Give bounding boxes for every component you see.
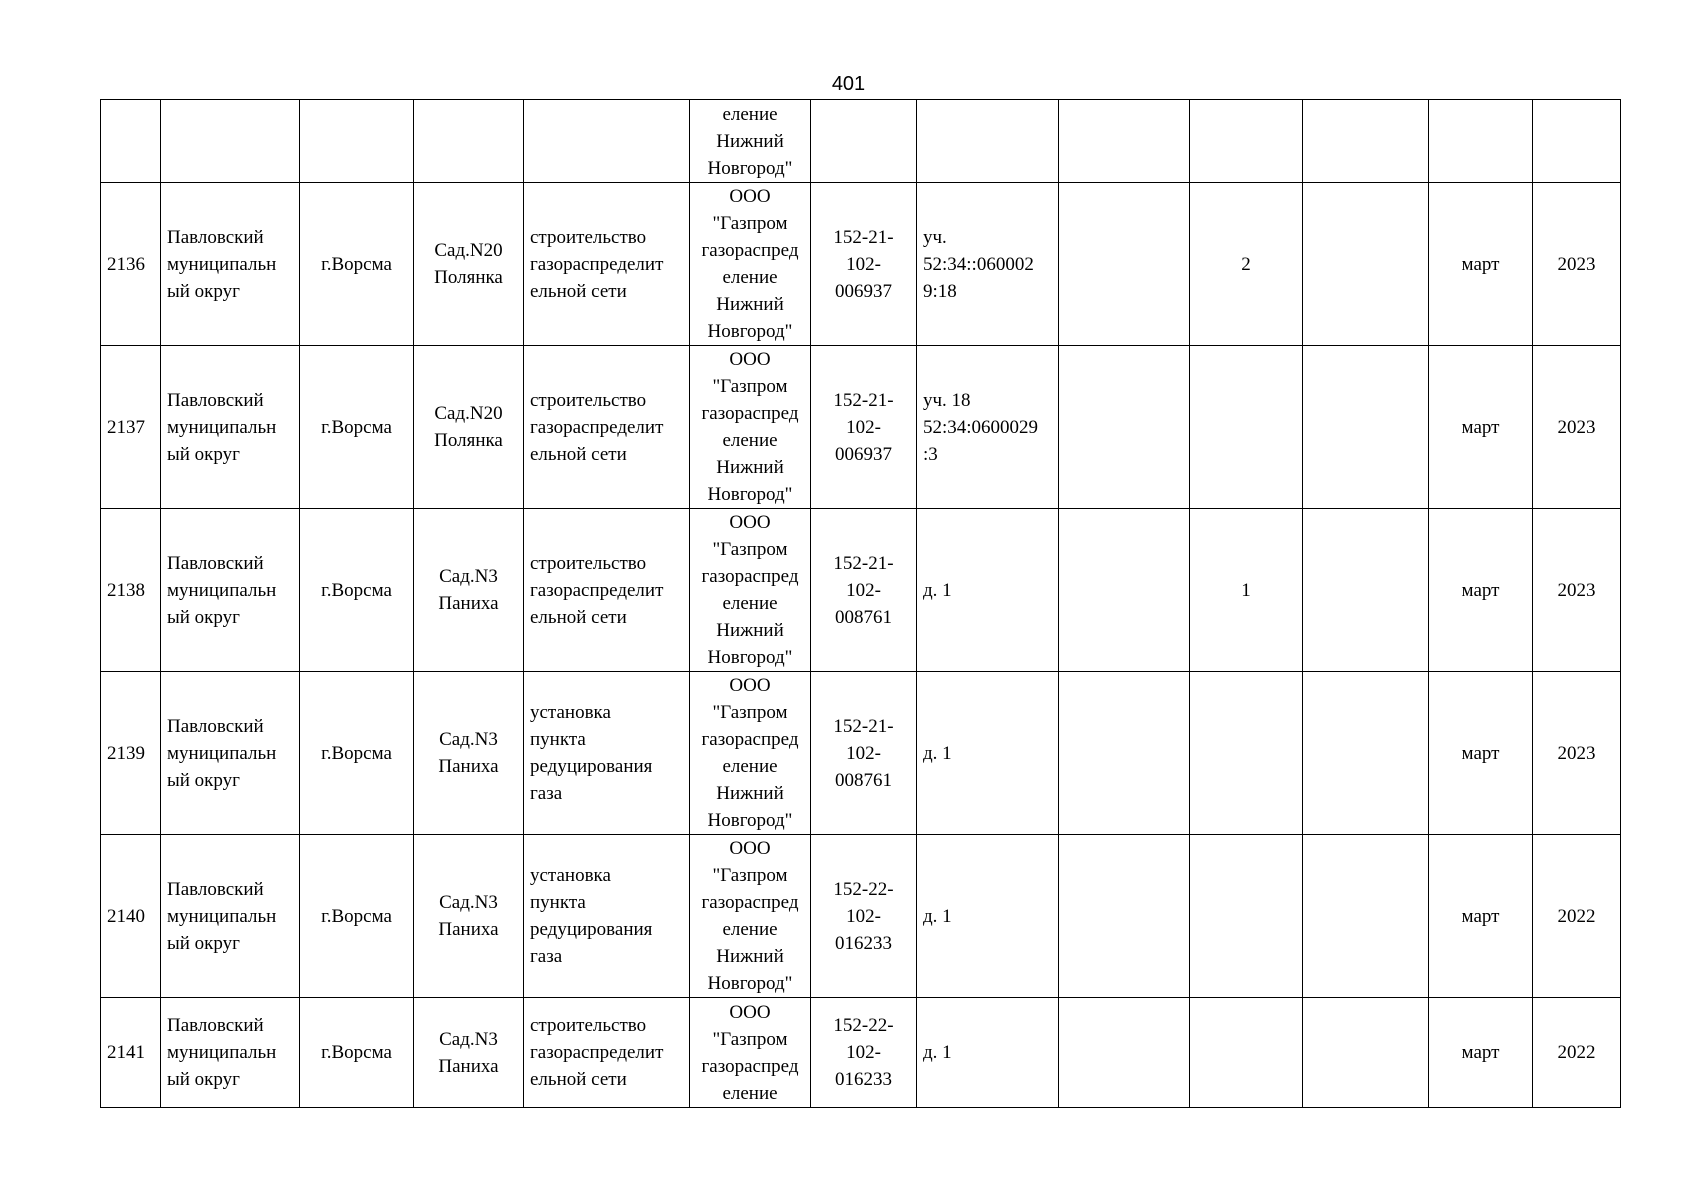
cell-district-line: муниципальн — [167, 1042, 277, 1063]
cell-object-line: Сад.N20 — [434, 240, 503, 261]
cell-work-line: ельной сети — [530, 1069, 627, 1090]
cell-address — [917, 183, 1059, 346]
cell-address — [917, 346, 1059, 509]
org-line: Новгород" — [707, 157, 793, 179]
cell-address — [917, 672, 1059, 835]
cell-code-line: 102- — [846, 416, 881, 438]
cell-work-line: строительство — [530, 552, 647, 574]
cell-district-line: Павловский — [167, 878, 264, 900]
cell-object-line: Сад.N3 — [439, 892, 498, 913]
cell-col10 — [1190, 998, 1303, 1108]
cell-object-line: Паниха — [438, 593, 499, 614]
cell-object-line: Сад.N20 — [434, 403, 503, 424]
cell-code — [811, 672, 917, 835]
cell-col10 — [1190, 835, 1303, 998]
cell-month: март — [1429, 672, 1533, 835]
table-body — [101, 100, 1621, 1108]
cell-code-line: 152-21- — [833, 715, 894, 737]
cell-num: 2139 — [101, 672, 161, 835]
cell-district-line: Павловский — [167, 389, 264, 411]
cell-code — [811, 998, 917, 1108]
cell-organization-line: еление — [722, 593, 778, 614]
cell-organization-line: газораспред — [701, 729, 799, 750]
cell-col11 — [1303, 183, 1429, 346]
cell-organization-line: "Газпром — [712, 376, 788, 397]
cell-month — [1429, 100, 1533, 183]
cell-district-line: Павловский — [167, 552, 264, 574]
cell-district-line: муниципальн — [167, 579, 277, 601]
cell-num: 2138 — [101, 509, 161, 672]
cell-object-line: Сад.N3 — [439, 729, 498, 750]
cell-address — [917, 835, 1059, 998]
cell-district-line: ый округ — [167, 932, 240, 954]
cell-work — [524, 998, 690, 1108]
cell-object — [414, 183, 524, 346]
cell-work-line: ельной сети — [530, 280, 627, 302]
cell-district-line: Павловский — [167, 715, 264, 737]
cell-code — [811, 346, 917, 509]
cell-code-line: 152-22- — [833, 1015, 894, 1036]
cell-year: 2022 — [1533, 998, 1621, 1108]
cell-col10: 2 — [1190, 183, 1303, 346]
cell-col11 — [1303, 835, 1429, 998]
cell-code-line: 006937 — [835, 443, 892, 465]
cell-col11 — [1303, 100, 1429, 183]
cell-object-line: Полянка — [434, 267, 503, 288]
cell-address-line: д. 1 — [923, 1042, 952, 1063]
cell-num: 2136 — [101, 183, 161, 346]
cell-object — [414, 998, 524, 1108]
cell-object — [414, 100, 524, 183]
cell-code-line: 152-21- — [833, 389, 894, 411]
cell-col10: 1 — [1190, 509, 1303, 672]
cell-organization-line: Нижний — [716, 294, 784, 315]
cell-col9 — [1059, 509, 1190, 672]
cell-work-line: пункта — [530, 892, 586, 913]
page-number: 401 — [831, 73, 866, 95]
cell-code — [811, 183, 917, 346]
table-row — [101, 183, 1621, 346]
cell-settlement — [300, 100, 414, 183]
cell-organization-line: Новгород" — [707, 321, 793, 342]
cell-organization-line: "Газпром — [712, 213, 788, 234]
cell-organization-line: ООО — [729, 1001, 771, 1023]
cell-object — [414, 509, 524, 672]
cell-organization-line: ООО — [729, 675, 771, 696]
cell-code-line: 016233 — [835, 1069, 892, 1090]
cell-address-line: уч. — [923, 226, 947, 248]
table-row — [101, 346, 1621, 509]
cell-organization-line: еление — [722, 267, 778, 288]
cell-address-line: 52:34::060002 — [923, 253, 1034, 275]
cell-code-line: 016233 — [835, 932, 892, 954]
cell-work-line: строительство — [530, 389, 647, 411]
cell-organization-line: ООО — [729, 349, 771, 370]
cell-district-line: муниципальн — [167, 416, 277, 438]
cell-organization-line: Новгород" — [707, 647, 793, 668]
cell-work-line: газораспределит — [530, 579, 664, 601]
cell-work-line: газораспределит — [530, 416, 664, 438]
cell-district-line: Павловский — [167, 226, 264, 248]
cell-settlement: г.Ворсма — [300, 346, 414, 509]
cell-district-line: муниципальн — [167, 742, 277, 764]
cell-organization — [690, 100, 811, 183]
cell-month: март — [1429, 509, 1533, 672]
cell-num: 2137 — [101, 346, 161, 509]
cell-code-line: 102- — [846, 579, 881, 601]
cell-district — [161, 835, 300, 998]
cell-col9 — [1059, 835, 1190, 998]
cell-organization-line: Нижний — [716, 783, 784, 804]
cell-work-line: газа — [530, 783, 563, 804]
cell-district — [161, 672, 300, 835]
cell-work — [524, 100, 690, 183]
cell-organization-line: Новгород" — [707, 484, 793, 505]
cell-work — [524, 183, 690, 346]
cell-work-line: установка — [530, 702, 611, 723]
cell-object — [414, 346, 524, 509]
cell-code-line: 102- — [846, 742, 881, 764]
cell-year: 2023 — [1533, 346, 1621, 509]
cell-organization — [690, 998, 811, 1108]
cell-object-line: Сад.N3 — [439, 566, 498, 587]
cell-organization — [690, 835, 811, 998]
cell-code-line: 102- — [846, 253, 881, 275]
cell-code-line: 102- — [846, 1042, 881, 1063]
cell-organization-line: ООО — [729, 512, 771, 533]
cell-work — [524, 672, 690, 835]
cell-year: 2023 — [1533, 183, 1621, 346]
cell-district — [161, 998, 300, 1108]
cell-address — [917, 998, 1059, 1108]
cell-year: 2023 — [1533, 509, 1621, 672]
cell-work-line: газа — [530, 946, 563, 967]
cell-district-line: Павловский — [167, 1015, 264, 1036]
cell-district-line: ый округ — [167, 769, 240, 791]
cell-col11 — [1303, 672, 1429, 835]
cell-object-line: Полянка — [434, 430, 503, 451]
cell-address-line: уч. 18 — [923, 389, 971, 411]
cell-organization-line: Новгород" — [707, 973, 793, 994]
cell-code-line: 008761 — [835, 606, 892, 628]
cell-object — [414, 835, 524, 998]
cell-code-line: 152-21- — [833, 226, 894, 248]
cell-organization-line: газораспред — [701, 566, 799, 587]
cell-organization-line: Новгород" — [707, 810, 793, 831]
cell-organization-line: "Газпром — [712, 702, 788, 723]
org-line: Нижний — [716, 130, 784, 152]
cell-object-line: Паниха — [438, 919, 499, 940]
cell-year: 2023 — [1533, 672, 1621, 835]
cell-code-line: 152-22- — [833, 878, 894, 900]
cell-district — [161, 100, 300, 183]
cell-col9 — [1059, 100, 1190, 183]
table-row — [101, 672, 1621, 835]
cell-address-line: 9:18 — [923, 280, 957, 302]
cell-organization-line: еление — [722, 919, 778, 940]
cell-code-line: 006937 — [835, 280, 892, 302]
cell-code — [811, 509, 917, 672]
cell-code-line: 008761 — [835, 769, 892, 791]
cell-object-line: Сад.N3 — [439, 1028, 498, 1050]
cell-col9 — [1059, 346, 1190, 509]
cell-work — [524, 346, 690, 509]
cell-work-line: ельной сети — [530, 606, 627, 628]
cell-col11 — [1303, 998, 1429, 1108]
cell-settlement: г.Ворсма — [300, 998, 414, 1108]
cell-code — [811, 835, 917, 998]
cell-num: 2140 — [101, 835, 161, 998]
cell-address — [917, 100, 1059, 183]
cell-month: март — [1429, 346, 1533, 509]
cell-work — [524, 835, 690, 998]
cell-organization-line: Нижний — [716, 946, 784, 967]
cell-num — [101, 100, 161, 183]
cell-month: март — [1429, 183, 1533, 346]
cell-col9 — [1059, 998, 1190, 1108]
cell-settlement: г.Ворсма — [300, 183, 414, 346]
cell-object — [414, 672, 524, 835]
cell-organization-line: Нижний — [716, 457, 784, 478]
cell-work-line: редуцирования — [530, 756, 653, 777]
cell-organization-line: еление — [722, 1082, 778, 1104]
cell-col10 — [1190, 100, 1303, 183]
cell-district-line: ый округ — [167, 1069, 240, 1090]
cell-address-line: д. 1 — [923, 742, 952, 764]
cell-work — [524, 509, 690, 672]
cell-organization-line: "Газпром — [712, 1028, 788, 1050]
cell-district — [161, 183, 300, 346]
cell-month: март — [1429, 998, 1533, 1108]
cell-organization-line: газораспред — [701, 403, 799, 424]
cell-organization — [690, 672, 811, 835]
cell-col9 — [1059, 672, 1190, 835]
cell-organization-line: ООО — [729, 186, 771, 207]
cell-district — [161, 346, 300, 509]
cell-col9 — [1059, 183, 1190, 346]
table-row-continuation — [101, 100, 1621, 183]
cell-organization-line: газораспред — [701, 240, 799, 261]
cell-object-line: Паниха — [438, 756, 499, 777]
document-table — [100, 99, 1621, 1108]
cell-district — [161, 509, 300, 672]
cell-object-line: Паниха — [438, 1055, 499, 1077]
cell-address-line: 52:34:0600029 — [923, 416, 1039, 438]
cell-address-line: д. 1 — [923, 579, 952, 601]
cell-work-line: строительство — [530, 1015, 647, 1036]
cell-col10 — [1190, 672, 1303, 835]
cell-organization — [690, 183, 811, 346]
cell-organization — [690, 509, 811, 672]
cell-col11 — [1303, 346, 1429, 509]
cell-work-line: газораспределит — [530, 1042, 664, 1063]
org-line: еление — [722, 103, 778, 125]
cell-work-line: строительство — [530, 226, 647, 248]
cell-work-line: ельной сети — [530, 443, 627, 465]
cell-code — [811, 100, 917, 183]
cell-num: 2141 — [101, 998, 161, 1108]
cell-work-line: установка — [530, 865, 611, 886]
cell-district-line: ый округ — [167, 606, 240, 628]
table-row — [101, 998, 1621, 1108]
cell-code-line: 102- — [846, 905, 881, 927]
cell-district-line: ый округ — [167, 280, 240, 302]
cell-address — [917, 509, 1059, 672]
cell-organization-line: еление — [722, 430, 778, 451]
cell-col11 — [1303, 509, 1429, 672]
cell-settlement: г.Ворсма — [300, 672, 414, 835]
cell-col10 — [1190, 346, 1303, 509]
cell-month: март — [1429, 835, 1533, 998]
cell-work-line: редуцирования — [530, 919, 653, 940]
cell-settlement: г.Ворсма — [300, 509, 414, 672]
cell-year: 2022 — [1533, 835, 1621, 998]
cell-district-line: ый округ — [167, 443, 240, 465]
cell-settlement: г.Ворсма — [300, 835, 414, 998]
cell-organization-line: Нижний — [716, 620, 784, 641]
cell-work-line: пункта — [530, 729, 586, 750]
cell-organization-line: газораспред — [701, 892, 799, 913]
table-row — [101, 509, 1621, 672]
cell-organization-line: "Газпром — [712, 539, 788, 560]
cell-address-line: д. 1 — [923, 905, 952, 927]
table-row — [101, 835, 1621, 998]
cell-organization — [690, 346, 811, 509]
cell-code-line: 152-21- — [833, 552, 894, 574]
cell-work-line: газораспределит — [530, 253, 664, 275]
cell-organization-line: ООО — [729, 838, 771, 859]
cell-organization-line: еление — [722, 756, 778, 777]
cell-organization-line: газораспред — [701, 1055, 799, 1077]
cell-district-line: муниципальн — [167, 905, 277, 927]
cell-address-line: :3 — [923, 443, 938, 465]
cell-organization-line: "Газпром — [712, 865, 788, 886]
cell-year — [1533, 100, 1621, 183]
cell-district-line: муниципальн — [167, 253, 277, 275]
